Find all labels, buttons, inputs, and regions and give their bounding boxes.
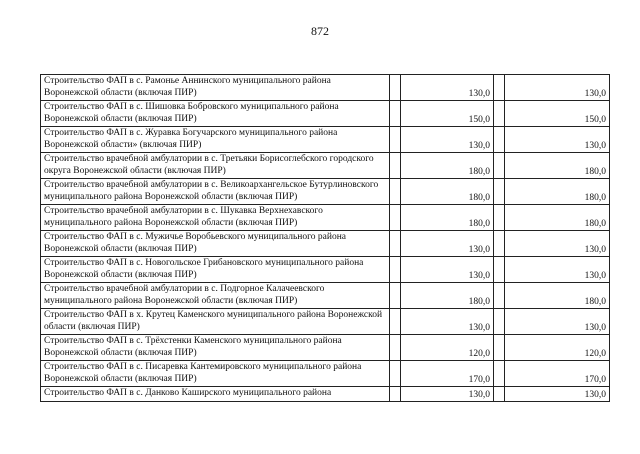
amount-cell-2: 180,0 xyxy=(505,153,610,179)
amount-cell-2: 180,0 xyxy=(505,179,610,205)
table-row xyxy=(41,231,610,257)
empty-cell xyxy=(494,257,505,283)
amount-cell-1: 130,0 xyxy=(401,127,494,153)
amount-cell-1: 180,0 xyxy=(401,179,494,205)
table-row xyxy=(41,335,610,361)
budget-table xyxy=(40,74,610,402)
empty-cell xyxy=(390,231,401,257)
page-number: 872 xyxy=(311,24,329,38)
empty-cell xyxy=(390,75,401,101)
empty-cell xyxy=(494,205,505,231)
facility-name-cell: Строительство врачебной амбулатории в с. Третьяки Борисоглебского городского округа Воронежской области (включая ПИР) xyxy=(41,153,390,179)
empty-cell xyxy=(390,205,401,231)
empty-cell xyxy=(390,283,401,309)
facility-name-cell: Строительство ФАП в с. Шишовка Бобровского муниципального района Воронежской области (включая ПИР) xyxy=(41,101,390,127)
amount-cell-1: 180,0 xyxy=(401,153,494,179)
facility-name-cell: Строительство ФАП в с. Рамонье Аннинского муниципального района Воронежской области (включая ПИР) xyxy=(41,75,390,101)
table-row xyxy=(41,101,610,127)
empty-cell xyxy=(390,101,401,127)
empty-cell xyxy=(390,309,401,335)
empty-cell xyxy=(494,309,505,335)
amount-cell-2: 180,0 xyxy=(505,205,610,231)
amount-cell-1: 180,0 xyxy=(401,283,494,309)
amount-cell-2: 120,0 xyxy=(505,335,610,361)
empty-cell xyxy=(390,257,401,283)
table-row xyxy=(41,179,610,205)
empty-cell xyxy=(494,231,505,257)
table-row xyxy=(41,153,610,179)
facility-name-cell: Строительство врачебной амбулатории в с. Подгорное Калачеевского муниципального района Воронежской области (включая ПИР) xyxy=(41,283,390,309)
table-row xyxy=(41,205,610,231)
empty-cell xyxy=(390,387,401,402)
amount-cell-2: 130,0 xyxy=(505,309,610,335)
table-row xyxy=(41,387,610,402)
empty-cell xyxy=(494,361,505,387)
table-body xyxy=(41,75,610,402)
table-row xyxy=(41,283,610,309)
amount-cell-1: 150,0 xyxy=(401,101,494,127)
facility-name-cell: Строительство ФАП в с. Журавка Богучарского муниципального района Воронежской области» (включая ПИР) xyxy=(41,127,390,153)
facility-name-cell: Строительство ФАП в с. Трёхстенки Каменского муниципального района Воронежской области (включая ПИР) xyxy=(41,335,390,361)
amount-cell-1: 130,0 xyxy=(401,309,494,335)
amount-cell-1: 120,0 xyxy=(401,335,494,361)
empty-cell xyxy=(494,335,505,361)
amount-cell-2: 130,0 xyxy=(505,127,610,153)
empty-cell xyxy=(494,179,505,205)
empty-cell xyxy=(494,101,505,127)
empty-cell xyxy=(494,153,505,179)
table-row xyxy=(41,361,610,387)
facility-name-cell: Строительство ФАП в х. Крутец Каменского муниципального района Воронежской области (включая ПИР) xyxy=(41,309,390,335)
amount-cell-1: 130,0 xyxy=(401,75,494,101)
empty-cell xyxy=(494,127,505,153)
amount-cell-2: 130,0 xyxy=(505,231,610,257)
amount-cell-1: 130,0 xyxy=(401,257,494,283)
empty-cell xyxy=(390,153,401,179)
facility-name-cell: Строительство ФАП в с. Новогольское Грибановского муниципального района Воронежской области (включая ПИР) xyxy=(41,257,390,283)
empty-cell xyxy=(494,387,505,402)
facility-name-cell: Строительство врачебной амбулатории в с. Шукавка Верхнехавского муниципального района Воронежской области (включая ПИР) xyxy=(41,205,390,231)
amount-cell-2: 130,0 xyxy=(505,387,610,402)
amount-cell-2: 130,0 xyxy=(505,75,610,101)
amount-cell-2: 150,0 xyxy=(505,101,610,127)
amount-cell-1: 130,0 xyxy=(401,231,494,257)
amount-cell-2: 130,0 xyxy=(505,257,610,283)
empty-cell xyxy=(494,283,505,309)
table-row xyxy=(41,309,610,335)
amount-cell-2: 180,0 xyxy=(505,283,610,309)
empty-cell xyxy=(494,75,505,101)
facility-name-cell: Строительство врачебной амбулатории в с. Великоархангельское Бутурлиновского муниципального района Воронежской области (включая ПИР) xyxy=(41,179,390,205)
empty-cell xyxy=(390,361,401,387)
amount-cell-1: 130,0 xyxy=(401,387,494,402)
facility-name-cell: Строительство ФАП в с. Данково Каширского муниципального района xyxy=(41,387,390,402)
amount-cell-2: 170,0 xyxy=(505,361,610,387)
amount-cell-1: 170,0 xyxy=(401,361,494,387)
amount-cell-1: 180,0 xyxy=(401,205,494,231)
table-row xyxy=(41,257,610,283)
facility-name-cell: Строительство ФАП в с. Писаревка Кантемировского муниципального района Воронежской области (включая ПИР) xyxy=(41,361,390,387)
empty-cell xyxy=(390,127,401,153)
facility-name-cell: Строительство ФАП в с. Мужичье Воробьевского муниципального района Воронежской области (включая ПИР) xyxy=(41,231,390,257)
table-row xyxy=(41,75,610,101)
empty-cell xyxy=(390,335,401,361)
empty-cell xyxy=(390,179,401,205)
table-row xyxy=(41,127,610,153)
